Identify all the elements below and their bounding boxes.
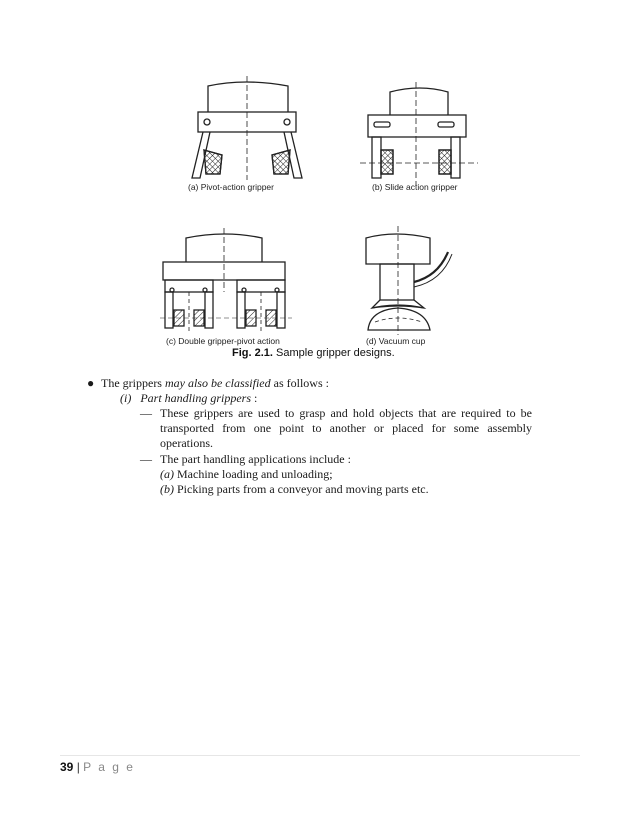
bullet-icon: ● [87, 376, 95, 390]
double-gripper-pivot-drawing [160, 228, 292, 332]
application-b-line [160, 482, 429, 497]
figure-title [232, 347, 395, 359]
figure-title-label: Fig. 2.1. [232, 347, 273, 359]
application-b-text: Picking parts from a conveyor and moving parts etc. [174, 482, 429, 496]
item-i-title: Part handling grippers [140, 391, 251, 405]
page-word: P a g e [83, 760, 135, 774]
dash-1: — [140, 406, 152, 420]
item-i-label: (i) [120, 391, 132, 405]
application-a-line [160, 467, 333, 482]
intro-text-2: as follows : [270, 376, 329, 390]
application-a-label: (a) [160, 467, 174, 481]
intro-text-italic: may also be classified [164, 376, 271, 390]
pivot-action-gripper-drawing [192, 76, 302, 180]
item-i-line [120, 391, 257, 406]
vacuum-cup-drawing [366, 226, 452, 335]
page-number: 39 [60, 760, 74, 774]
item-i-colon: : [251, 391, 258, 405]
intro-line [101, 376, 329, 391]
page-footer [60, 760, 135, 774]
application-a-text: Machine loading and unloading; [174, 467, 333, 481]
footer-divider [60, 755, 580, 756]
slide-action-gripper-drawing [360, 82, 478, 185]
caption-a-pivot-action-gripper: (a) Pivot-action gripper [188, 182, 274, 192]
figure-sample-gripper-designs [0, 0, 638, 370]
caption-d-vacuum-cup: (d) Vacuum cup [366, 336, 426, 346]
application-b-label: (b) [160, 482, 174, 496]
figure-title-text: Sample gripper designs. [272, 347, 395, 359]
intro-text-1: The grippers [101, 376, 165, 390]
dash-2: — [140, 452, 152, 466]
caption-c-double-gripper-pivot-action: (c) Double gripper-pivot action [166, 336, 280, 346]
footer-separator: | [73, 760, 84, 774]
caption-b-slide-action-gripper: (b) Slide action gripper [372, 182, 458, 192]
dash-1-paragraph: These grippers are used to grasp and hold objects that are required to be transported from one point to another or placed for some assembly operations. [160, 406, 532, 450]
dash-2-text: The part handling applications include : [160, 452, 351, 466]
